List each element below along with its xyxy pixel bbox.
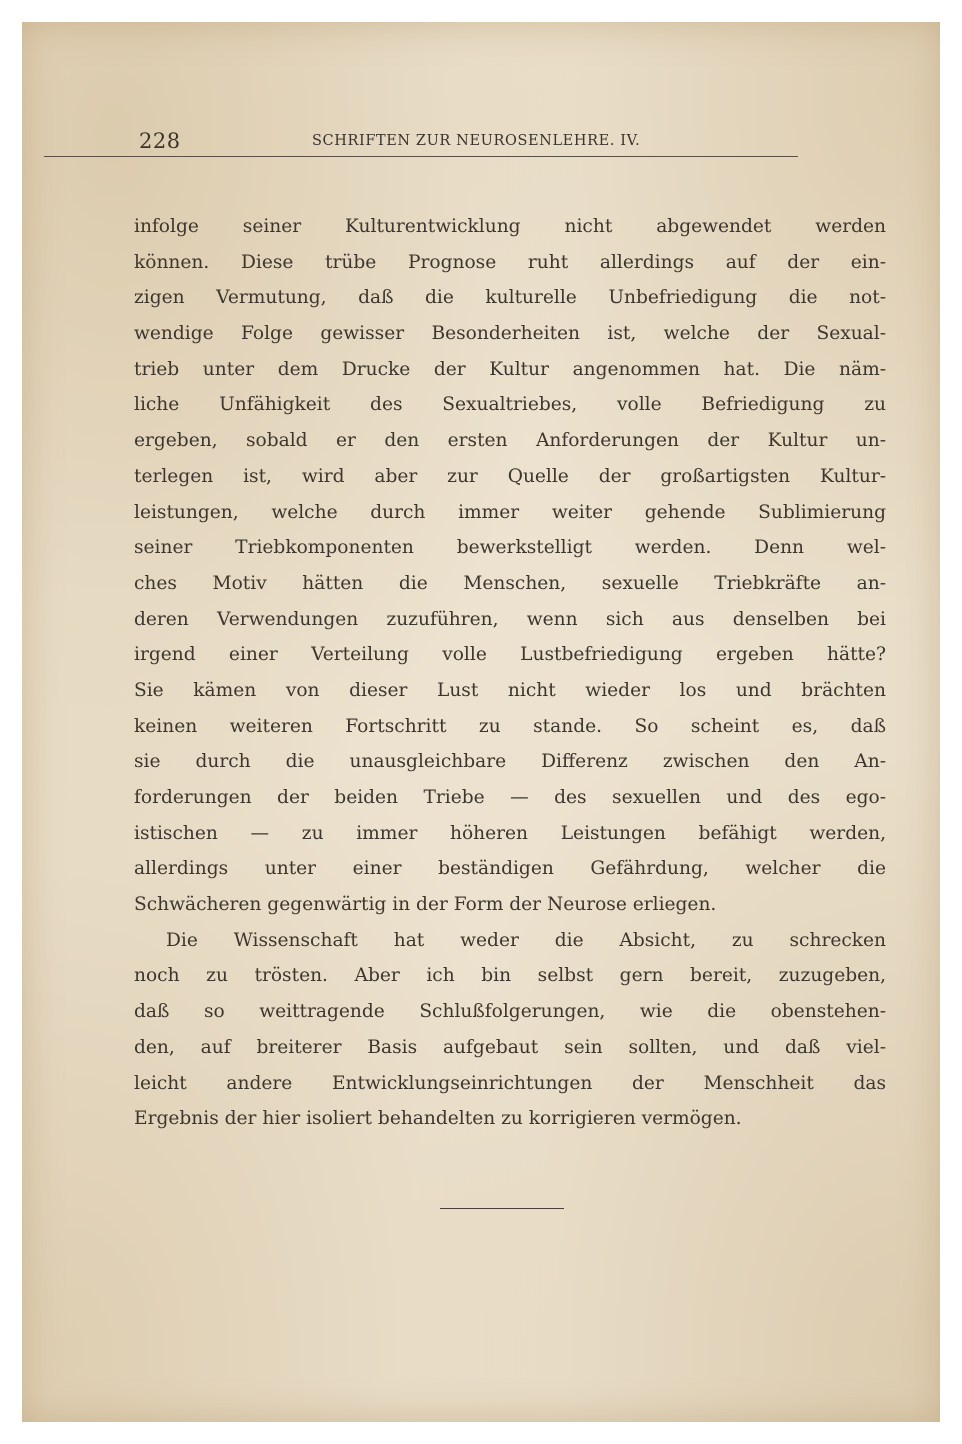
text-line: trieb unter dem Drucke der Kultur angenommen hat. Die näm- — [134, 358, 886, 380]
book-page — [22, 22, 940, 1422]
text-line: daß so weittragende Schlußfolgerungen, wie die obenstehen- — [134, 1001, 886, 1023]
running-head: SCHRIFTEN ZUR NEUROSENLEHRE. IV. — [312, 133, 641, 149]
text-line: den, auf breiterer Basis aufgebaut sein sollten, und daß viel- — [134, 1036, 886, 1058]
text-line: Ergebnis der hier isoliert behandelten zu korrigieren vermögen. — [134, 1108, 742, 1130]
text-line: allerdings unter einer beständigen Gefährdung, welcher die — [134, 858, 886, 880]
text-line: Die Wissenschaft hat weder die Absicht, zu schrecken — [166, 929, 886, 951]
header-rule — [44, 156, 798, 157]
text-line: ches Motiv hätten die Menschen, sexuelle Triebkräfte an- — [134, 572, 886, 594]
text-line: leicht andere Entwicklungseinrichtungen der Menschheit das — [134, 1072, 886, 1094]
text-line: terlegen ist, wird aber zur Quelle der großartigsten Kultur- — [134, 465, 886, 487]
page-header — [139, 125, 909, 155]
text-line: wendige Folge gewisser Besonderheiten ist, welche der Sexual- — [134, 323, 886, 345]
text-line: zigen Vermutung, daß die kulturelle Unbefriedigung die not- — [134, 287, 886, 309]
text-line: liche Unfähigkeit des Sexualtriebes, volle Befriedigung zu — [134, 394, 886, 416]
text-line: istischen — zu immer höheren Leistungen befähigt werden, — [134, 822, 886, 844]
text-line: können. Diese trübe Prognose ruht allerdings auf der ein- — [134, 251, 886, 273]
text-line: sie durch die unausgleichbare Differenz zwischen den An- — [134, 751, 886, 773]
text-line: Sie kämen von dieser Lust nicht wieder los und brächten — [134, 679, 886, 701]
text-line: deren Verwendungen zuzuführen, wenn sich aus denselben bei — [134, 608, 886, 630]
body-text — [134, 209, 886, 1137]
text-line: noch zu trösten. Aber ich bin selbst gern bereit, zuzugeben, — [134, 965, 886, 987]
text-line: forderungen der beiden Triebe — des sexuellen und des ego- — [134, 787, 886, 808]
text-line: infolge seiner Kulturentwicklung nicht abgewendet werden — [134, 216, 886, 237]
text-line: irgend einer Verteilung volle Lustbefriedigung ergeben hätte? — [134, 644, 886, 666]
text-line: seiner Triebkomponenten bewerkstelligt werden. Denn wel- — [134, 537, 886, 559]
text-line: ergeben, sobald er den ersten Anforderungen der Kultur un- — [134, 430, 886, 452]
section-end-rule — [440, 1208, 564, 1209]
text-line: leistungen, welche durch immer weiter gehende Sublimierung — [134, 501, 886, 523]
page-number: 228 — [139, 129, 181, 153]
text-line: Schwächeren gegenwärtig in der Form der Neurose erliegen. — [134, 894, 717, 916]
text-line: keinen weiteren Fortschritt zu stande. So scheint es, daß — [134, 715, 886, 737]
